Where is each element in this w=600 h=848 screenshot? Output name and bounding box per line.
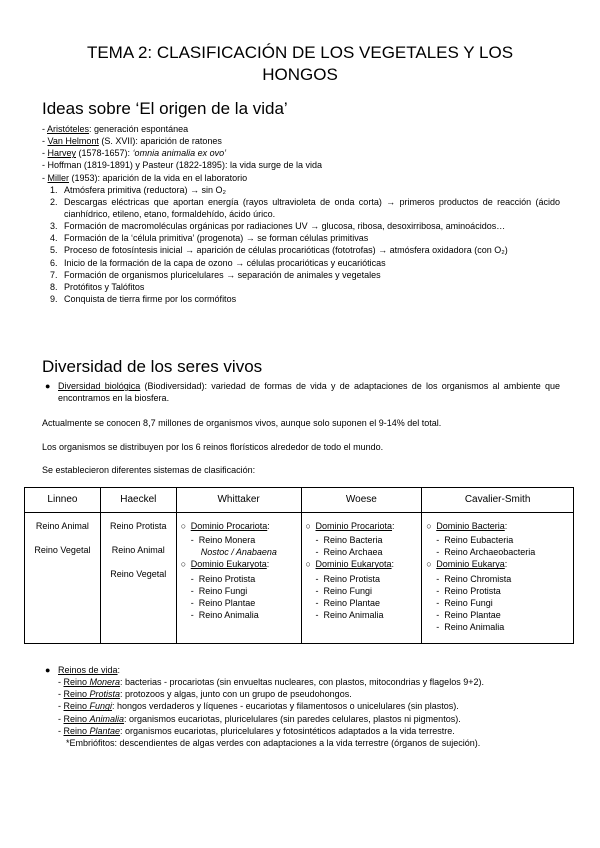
origin-ideas bbox=[42, 123, 560, 305]
column-header: Woese bbox=[301, 488, 422, 513]
paragraph: Se establecieron diferentes sistemas de clasificación: bbox=[42, 465, 256, 475]
list-item: - Aristóteles: generación espontánea bbox=[42, 124, 189, 134]
classification-table bbox=[24, 487, 574, 644]
column-header: Whittaker bbox=[176, 488, 301, 513]
linneo-cell: Reino Animal Reino Vegetal bbox=[25, 513, 101, 644]
circle-bullet-icon: ○ bbox=[180, 559, 187, 570]
list-item: 2. Descargas eléctricas que aportan energía (rayos ultravioleta de onda corta) → primeros productos de reacción (ácido cianhídrico, etileno, etano, formaldehído, ácido úrico. bbox=[50, 196, 560, 219]
column-header: Cavalier-Smith bbox=[422, 488, 574, 513]
list-item: - Hoffman (1819-1891) y Pasteur (1822-1895): la vida surge de la vida bbox=[42, 160, 322, 171]
list-item: 8. Protófitos y Talófitos bbox=[50, 281, 145, 292]
column-header: Linneo bbox=[25, 488, 101, 513]
list-item: 6. Inicio de la formación de la capa de ozono → células procarióticas y eucarióticas bbox=[50, 257, 386, 268]
list-item: - Miller (1953): aparición de la vida en el laboratorio bbox=[42, 172, 248, 183]
bullet-icon: ● bbox=[45, 381, 51, 391]
circle-bullet-icon: ○ bbox=[426, 559, 432, 570]
page-title: TEMA 2: CLASIFICACIÓN DE LOS VEGETALES Y LOS HONGOS bbox=[86, 43, 514, 84]
list-item: 5. Proceso de fotosíntesis inicial → aparición de células procarióticas (fototrofas) → atmósfera oxidadora (con O₂) bbox=[50, 245, 508, 256]
list-item: 3. Formación de macromoléculas orgánicas por radiaciones UV → glucosa, ribosa, desoxirribosa, aminoácidos… bbox=[50, 221, 506, 232]
circle-bullet-icon: ○ bbox=[305, 559, 311, 570]
list-item: - Van Helmont (S. XVII): aparición de ratones bbox=[42, 136, 222, 147]
column-header: Haeckel bbox=[100, 488, 176, 513]
list-item: - Reino Animalia: organismos eucariotas, pluricelulares (sin paredes celulares, plastos ni pigmentos). bbox=[58, 713, 461, 724]
woese-cell: ○ Dominio Procariota: - Reino Bacteria - Reino Archaea ○ Dominio Eukaryota: - Reino Protista - Reino Fungi - Reino Plantae - Reino Animalia bbox=[301, 513, 422, 644]
paragraph: Los organismos se distribuyen por los 6 reinos florísticos alrededor de todo el mundo. bbox=[42, 442, 384, 452]
circle-bullet-icon: ○ bbox=[426, 521, 432, 531]
list-item: 7. Formación de organismos pluricelulares → separación de animales y vegetales bbox=[50, 269, 381, 280]
paragraph: Actualmente se conocen 8,7 millones de organismos vivos, aunque solo suponen el 9-14% del total. bbox=[42, 418, 442, 428]
circle-bullet-icon: ○ bbox=[305, 521, 311, 531]
reinos-list bbox=[42, 676, 560, 749]
list-item: - Reino Protista: protozoos y algas, junto con un grupo de pseudohongos. bbox=[58, 689, 352, 700]
list-item: - Reino Monera: bacterias - procariotas (sin envueltas nucleares, con plastos, mitocondrias y flagelos 9+2). bbox=[58, 677, 484, 688]
list-item: 9. Conquista de tierra firme por los cormófitos bbox=[50, 293, 237, 304]
bullet-icon: ● bbox=[45, 665, 51, 675]
cavalier-smith-cell: ○ Dominio Bacteria: - Reino Eubacteria - Reino Archaeobacteria ○ Dominio Eukarya: - Reino Chromista - Reino Protista - Reino Fungi - Reino Plantae - Reino Animalia bbox=[422, 513, 574, 644]
circle-bullet-icon: ○ bbox=[180, 521, 187, 531]
thinkers-list bbox=[42, 123, 560, 184]
footnote: *Embriófitos: descendientes de algas verdes con adaptaciones a la vida terrestre (órganos de sujeción). bbox=[66, 737, 481, 748]
diversity-bullet: ● Diversidad biológica (Biodiversidad): variedad de formas de vida y de adaptaciones de los organismos al ambiente que encontramos en la biosfera. bbox=[45, 381, 560, 404]
whittaker-cell: ○ Dominio Procariota: - Reino Monera Nostoc / Anabaena ○ Dominio Eukaryota: - Reino Protista - Reino Fungi - Reino Plantae - Reino Animalia bbox=[176, 513, 301, 644]
miller-steps bbox=[42, 184, 560, 305]
section-heading-origen: Ideas sobre ‘El origen de la vida’ bbox=[42, 99, 288, 118]
list-item: - Reino Plantae: organismos eucariotas, pluricelulares y fotosintéticos adaptados a la vida terrestre. bbox=[58, 725, 455, 736]
reinos-section: ● Reinos de vida: - Reino Monera: bacterias - procariotas (sin envueltas nucleares, con plastos, mitocondrias y flagelos 9+2). - Reino Protista: protozoos y algas, junto con un grupo de pseudohongos. - Reino Fungi: hongos verdaderos y líquenes - eucariotas y filamentosos o unicelulares (sin plastos). - Reino Animalia: organismos eucariotas, pluricelulares (sin paredes celulares, plastos ni pigmentos). - Reino Plantae: organismos eucariotas, pluricelulares y fotosintéticos adaptados a la vida terrestre. *Embriófitos: descendientes de algas verdes con adaptaciones a la vida terrestre (órganos de sujeción). bbox=[42, 664, 560, 749]
list-item: - Reino Fungi: hongos verdaderos y líquenes - eucariotas y filamentosos o unicelulares (sin plastos). bbox=[58, 701, 459, 712]
list-item: 4. Formación de la ‘célula primitiva’ (progenota) → se forman células primitivas bbox=[50, 233, 369, 244]
section-heading-diversidad: Diversidad de los seres vivos bbox=[42, 357, 263, 376]
haeckel-cell: Reino Protista Reino Animal Reino Vegetal bbox=[100, 513, 176, 644]
list-item: 1. Atmósfera primitiva (reductora) → sin O₂ bbox=[50, 184, 227, 195]
list-item: - Harvey (1578-1657): ‘omnia animalia ex ovo’ bbox=[42, 148, 227, 159]
